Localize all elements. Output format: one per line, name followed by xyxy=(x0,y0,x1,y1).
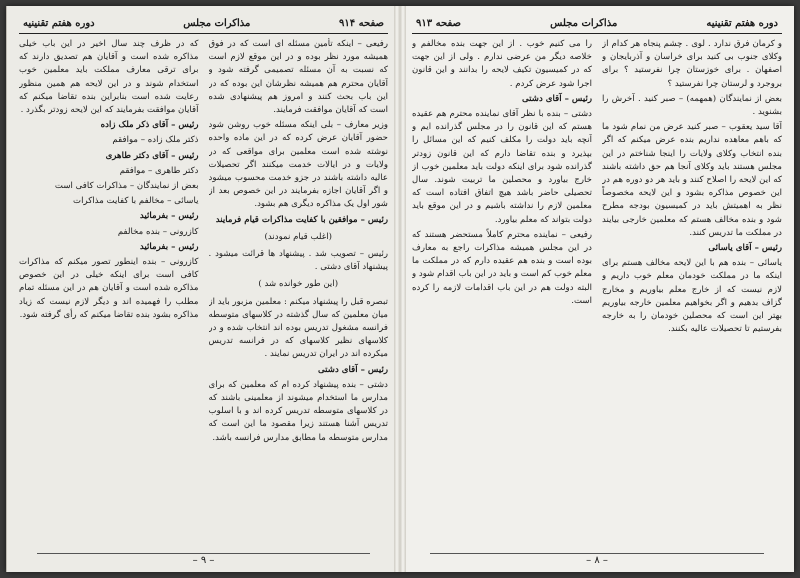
paragraph: را می کنیم خوب . از این جهت بنده مخالفم و خلاصه دیگر من عرضی ندارم . ولی از این جهت که در کمیسیون تکیف لایحه را بدانند و این قانون اجرا شود عرض کردم . xyxy=(412,39,592,89)
paragraph: رئیس – بفرمائید xyxy=(139,241,199,252)
left-page-session: دوره هفتم تقنینیه xyxy=(23,18,95,29)
right-page-header xyxy=(412,16,782,34)
paragraph: ذکتر ملک زاده – موافقم xyxy=(112,135,199,146)
left-page-footer: – ۹ – xyxy=(37,553,370,566)
right-page-session: دوره هفتم تقنینیه xyxy=(706,18,778,29)
paragraph: رئیس – آقای دکتر طاهری xyxy=(105,150,199,161)
paragraph: رفیعی – نماینده محترم کاملاً مستحضر هستند که در این مجلس همیشه مذاکرات راجع به معارف بوده است و بنده هم عقیده دارم که در مملکت ما معلم خوب کم است و باید در این باب اقدام شود و البته دولت هم در این باب اقدامات لازمه را کرده است. xyxy=(412,229,592,306)
book-spread xyxy=(6,6,794,572)
paragraph: رئیس – تصویب شد . پیشنهاد ها قرائت میشود . پیشنهاد آقای دشتی . xyxy=(208,249,388,273)
paragraph: وزیر معارف – بلی اینکه مسئله خوب روشن شود حضور آقایان عرض کرده که در این ماده واحده نوشته شده است معلمین برای مواقعی که در ولایات و در ایالات خدمت میکنند اگر تحصیلات عالیه داشته باشند در جزو خدمت محسوب میشود و اگر آقایان اجازه بفرمایند در این خصوص بعد از شور اول یک مذاکره دیگری هم بشود. xyxy=(208,120,388,210)
paragraph: کازرونی – بنده اینطور تصور میکنم که مذاکرات کافی است برای اینکه خیلی در این خصوص مذاکره شده است و آقایان هم در این مسئله تمام مطلب را فهمیده اند و دیگر لازم نیست که زیاد مذاکره بشود بنده تقاضا میکنم که رأی گرفته شود. xyxy=(19,257,199,320)
paragraph: رئیس – آقای یاسائی xyxy=(708,243,782,254)
paragraph: رئیس – بفرمائید xyxy=(139,211,199,222)
paragraph: رفیعی – اینکه تأمین مسئله ای است که در فوق همیشه مورد نظر بوده و در این موقع لازم است که نسبت به آن مسئله تصمیمی گرفته شود و آقایان محترم هم همیشه نظرشان این بوده که در این باب بحث کنند و امروز هم پیشنهادی شده است که آقایان موافقت فرمایند. xyxy=(208,39,388,116)
paragraph: رئیس – موافقین با کفایت مذاکرات قیام فرمایند xyxy=(215,214,388,225)
right-page xyxy=(400,6,794,572)
left-page-column-right xyxy=(209,38,389,542)
paragraph: دشتی – بنده پیشنهاد کرده ام که معلمین که برای مدارس ما استخدام میشوند از معلمینی باشند که در کلاسهای متوسطه تدریس کرده اند و با اسلوب تدریس آشنا هستند زیرا مقصود ما این است که مدارس متوسطه ما مطابق مدارس فرانسه باشد. xyxy=(208,379,388,443)
paragraph: تبصره قبل را پیشنهاد میکنم : معلمین مزبور باید از میان معلمین که سال گذشته در کلاسهای متوسطه فرانسه مشغول تدریس بوده اند انتخاب شده و در کلاسهای نظیر کلاسهای که در فرانسه تدریس میکرده اند در ایران تدریس نمایند . xyxy=(208,296,388,360)
paragraph: که در ظرف چند سال اخیر در این باب خیلی مذاکره شده است و آقایان هم تصدیق دارند که برای ترقی معارف مملکت باید معلمین خوب استخدام شوند و در این لایحه هم همین منظور رعایت شده است بنابراین بنده تقاضا میکنم که آقایان موافقت بفرمایند که این لایحه زودتر بگذرد . xyxy=(19,39,199,116)
paragraph: (این طور خوانده شد ) xyxy=(258,279,339,290)
paragraph: کازرونی – بنده مخالفم xyxy=(117,226,199,237)
paragraph: یاسائی – بنده هم با این لایحه مخالف هستم برای اینکه ما در مملکت خودمان معلم خوب داریم و لازم نیست که از خارج معلم بیاوریم و مخارج گزاف بدهیم و اگر بخواهیم معلمین خارجه بیاوریم بهتر این است که محصلین خودمان را به خارجه بفرستیم تا تحصیلات عالیه بکنند. xyxy=(602,258,782,335)
left-page-column-left xyxy=(19,38,199,542)
left-page xyxy=(6,6,400,572)
paragraph: آقا سید یعقوب – صبر کنید عرض من نمام شود ما که باهم معاهده نداریم بنده عرض میکنم که اگر بنده انتخاب وکلای ولایات را اینجا شناختم در این مجلس هستند باید وکلای آنجا هم حق داشته باشند که این لایحه را اصلاح کنند و باید هر دو دوره هم در این خصوص مذاکره بشود و این لایحه مخصوصاً نظر به اهمیتش باید در کمیسیون بودجه مطرح شود و بنده مخالف هستم که معلمین خارجی بیایند در مملکت ما تدریس کنند. xyxy=(602,122,782,238)
left-page-number: صفحه ۹۱۴ xyxy=(339,18,384,29)
paragraph: (اغلب قیام نمودند) xyxy=(264,231,332,242)
paragraph: رئیس – آقای دشتی xyxy=(318,364,388,375)
paragraph: و کرمان فرق ندارد . لوی . چشم پنجاه هر کدام از وکلای جنوب بی کنید برای خراسان و آذربایجان و اصفهان . برای خوزستان چرا نفرستید ؟ برای بروجرد و لرستان چرا نفرستید ؟ xyxy=(602,39,782,89)
right-page-column-left xyxy=(412,38,592,542)
paragraph: بعض از نمایندگان – مذاکرات کافی است xyxy=(54,181,199,192)
paragraph: رئیس – آقای ذکر ملک زاده xyxy=(100,120,199,131)
right-page-title: مذاکرات مجلس xyxy=(550,18,618,29)
right-page-footer: – ۸ – xyxy=(430,553,764,566)
left-page-title: مذاکرات مجلس xyxy=(183,18,251,29)
paragraph: دشتی – بنده با نظر آقای نماینده محترم هم عقیده هستم که این قانون را در مجلس گذرانده ایم و آنچه باید دولت را مکلف کنیم که این مسائل را بپذیرد و بنده تقاضا دارم که این قانون زودتر گذرانده شود برای اینکه دولت باید معلمین خوب از خارج بیاورد و محصلین ما تربیت شوند. سال تحصیلی حاضر باشد هیچ اتفاق افتاده است که معلمین لازم را نداشته باشیم و در این موقع باید دولت بتواند که معلم بیاورد. xyxy=(412,109,592,225)
right-page-column-right xyxy=(602,38,782,542)
right-page-number: صفحه ۹۱۳ xyxy=(416,18,461,29)
paragraph: یاسائی – مخالفم با کفایت مذاکرات xyxy=(72,196,199,207)
left-page-header xyxy=(19,16,388,34)
paragraph: بعض از نمایندگان (همهمه) – صبر کنید . آخرش را بشنوید . xyxy=(602,93,782,118)
paragraph: دکتر طاهری – موافقم xyxy=(119,165,199,176)
paragraph: رئیس – آقای دشتی xyxy=(522,93,592,104)
